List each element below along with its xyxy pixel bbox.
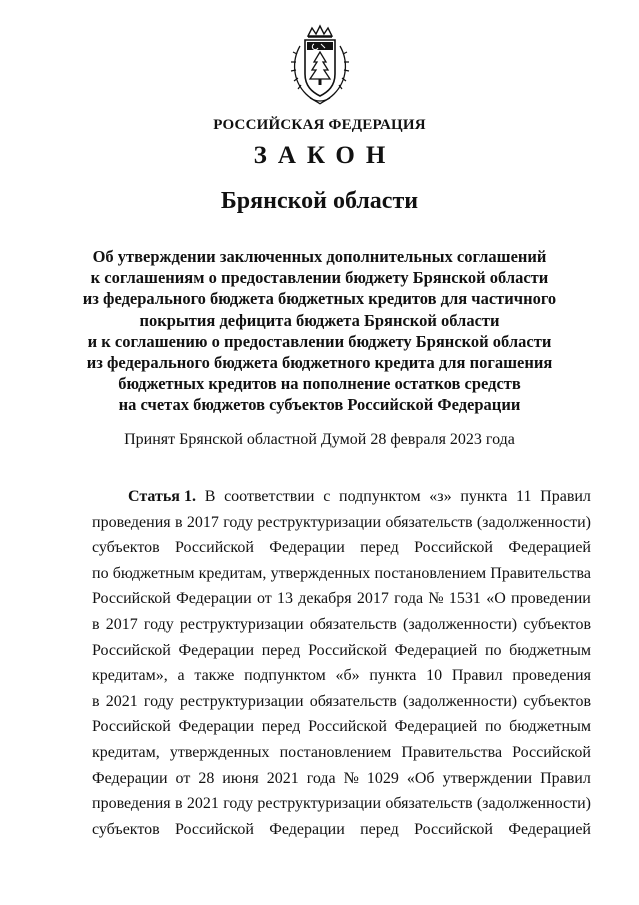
word: перед: [360, 539, 399, 557]
word: Российской: [414, 820, 493, 838]
word: года: [306, 769, 336, 787]
word: в: [92, 692, 100, 710]
word: 11: [516, 488, 532, 505]
word: Федерации: [178, 641, 255, 659]
word: обязательств: [385, 513, 473, 531]
title-line: из федерального бюджета бюджетного кредита для погашения: [86, 353, 553, 373]
word: июня: [222, 769, 259, 787]
word: пункта: [369, 667, 417, 685]
word: Правительства: [401, 743, 503, 761]
region-heading: Брянской области: [220, 188, 419, 214]
word: по: [484, 641, 502, 659]
word: обязательств: [309, 692, 397, 710]
word: 1029: [366, 769, 399, 787]
word: утверждении: [442, 769, 533, 787]
word: перед: [261, 718, 301, 736]
word: году: [143, 692, 174, 710]
title-line: и к соглашению о предоставлении бюджету Брянской области: [87, 331, 552, 351]
article-line: [92, 791, 591, 817]
word: году: [143, 615, 174, 633]
word: В: [204, 488, 216, 505]
article-label: Статья 1.: [128, 488, 196, 505]
word: (задолженности): [476, 795, 591, 813]
word: Российской: [92, 590, 171, 608]
title-line: бюджетных кредитов на пополнение остатков средств: [118, 374, 521, 394]
word: Правил: [451, 667, 503, 685]
word: проведения: [92, 795, 171, 813]
adoption-statement: Принят Брянской областной Думой 28 февраля 2023 года: [124, 431, 515, 448]
word: (задолженности): [476, 513, 591, 531]
word: в: [174, 795, 183, 813]
word: Российской: [308, 641, 387, 659]
word: года: [394, 590, 424, 608]
word: Российской: [175, 820, 254, 838]
word: Федерацией: [394, 718, 478, 736]
word: Российской: [512, 743, 591, 761]
word: 2017: [105, 615, 138, 633]
word: субъектов: [523, 615, 591, 633]
article-1-text: [92, 484, 591, 842]
word: 1531: [448, 590, 481, 608]
word: от: [175, 769, 191, 787]
word: №: [343, 769, 359, 787]
word: 2021: [105, 692, 138, 710]
word: 2017: [356, 590, 389, 608]
word: постановлением: [279, 743, 392, 761]
word: (задолженности): [403, 615, 518, 633]
word: 13: [277, 590, 293, 608]
word: субъектов: [523, 692, 591, 710]
word: Правил: [540, 488, 591, 505]
word: обязательств: [309, 615, 397, 633]
word: «Об: [406, 769, 435, 787]
article-line: [92, 586, 591, 612]
word: реструктуризации: [179, 615, 304, 633]
word: реструктуризации: [257, 513, 382, 531]
title-line: Об утверждении заключенных дополнительных соглашений: [92, 247, 547, 266]
word: бюджетным: [112, 564, 195, 582]
title-line: из федерального бюджета бюджетных кредитов для частичного: [82, 289, 557, 309]
article-line: [92, 484, 591, 510]
article-line: [92, 663, 591, 689]
word: обязательств: [385, 795, 473, 813]
word: проведения: [512, 667, 591, 685]
word: Правил: [540, 769, 591, 787]
word: подпунктом: [244, 667, 326, 685]
word: бюджетным: [509, 641, 591, 659]
word: Федерации: [92, 769, 168, 787]
word: 2021: [266, 769, 299, 787]
word: также: [194, 667, 235, 685]
word: Российской: [308, 718, 387, 736]
word: 2021: [186, 795, 219, 813]
word: Российской: [414, 539, 493, 557]
article-line: [92, 510, 591, 536]
article-line: [92, 766, 591, 792]
word: субъектов: [92, 539, 160, 557]
article-line: [92, 561, 591, 587]
word: кредитам,: [198, 564, 267, 582]
word: 2017: [186, 513, 219, 531]
word: проведения: [92, 513, 171, 531]
country-heading: РОССИЙСКАЯ ФЕДЕРАЦИЯ: [213, 117, 426, 133]
word: году: [223, 795, 254, 813]
word: «з»: [429, 488, 452, 505]
word: году: [223, 513, 254, 531]
word: Федерации: [178, 718, 255, 736]
document-type-heading: ЗАКОН: [253, 142, 397, 169]
word: реструктуризации: [179, 692, 304, 710]
word: в: [174, 513, 183, 531]
article-line: [92, 638, 591, 664]
article-line: [92, 817, 591, 843]
word: пункта: [460, 488, 508, 505]
word: реструктуризации: [257, 795, 382, 813]
word: утвержденных: [270, 564, 371, 582]
title-line: к соглашениям о предоставлении бюджету Брянской области: [90, 268, 549, 288]
article-line: [92, 612, 591, 638]
word: в: [92, 615, 100, 633]
word: Российской: [92, 718, 171, 736]
word: перед: [360, 820, 399, 838]
word: постановлением: [374, 564, 487, 582]
word: «О: [486, 590, 506, 608]
word: бюджетным: [509, 718, 591, 736]
law-title: [0, 246, 639, 416]
word: соответствии: [224, 488, 315, 505]
word: проведении: [511, 590, 591, 608]
word: субъектов: [92, 820, 160, 838]
word: 10: [426, 667, 443, 685]
word: Правительства: [490, 564, 591, 582]
word: утвержденных: [169, 743, 270, 761]
article-line: [92, 535, 591, 561]
word: Федерации: [269, 539, 345, 557]
word: (задолженности): [403, 692, 518, 710]
word: Российской: [175, 539, 254, 557]
title-line: покрытия дефицита бюджета Брянской области: [139, 310, 500, 330]
word: кредитам,: [92, 743, 160, 761]
word: от: [256, 590, 272, 608]
article-line: [92, 740, 591, 766]
word: декабря: [298, 590, 352, 608]
word: Федерацией: [508, 820, 591, 838]
word: Федерацией: [508, 539, 591, 557]
word: Российской: [92, 641, 171, 659]
word: 28: [198, 769, 215, 787]
title-line: на счетах бюджетов субъектов Российской Федерации: [118, 395, 521, 415]
word: Федерацией: [394, 641, 478, 659]
word: №: [428, 590, 444, 608]
article-line: [92, 714, 591, 740]
word: подпунктом: [339, 488, 421, 505]
word: кредитам»,: [92, 667, 168, 685]
word: Федерации: [176, 590, 252, 608]
article-line: [92, 689, 591, 715]
word: по: [484, 718, 502, 736]
word: по: [92, 564, 109, 582]
word: Федерации: [269, 820, 345, 838]
bryansk-coat-of-arms-icon: [288, 24, 352, 106]
word: «б»: [335, 667, 360, 685]
word: перед: [261, 641, 301, 659]
word: а: [177, 667, 185, 685]
word: с: [323, 488, 331, 505]
